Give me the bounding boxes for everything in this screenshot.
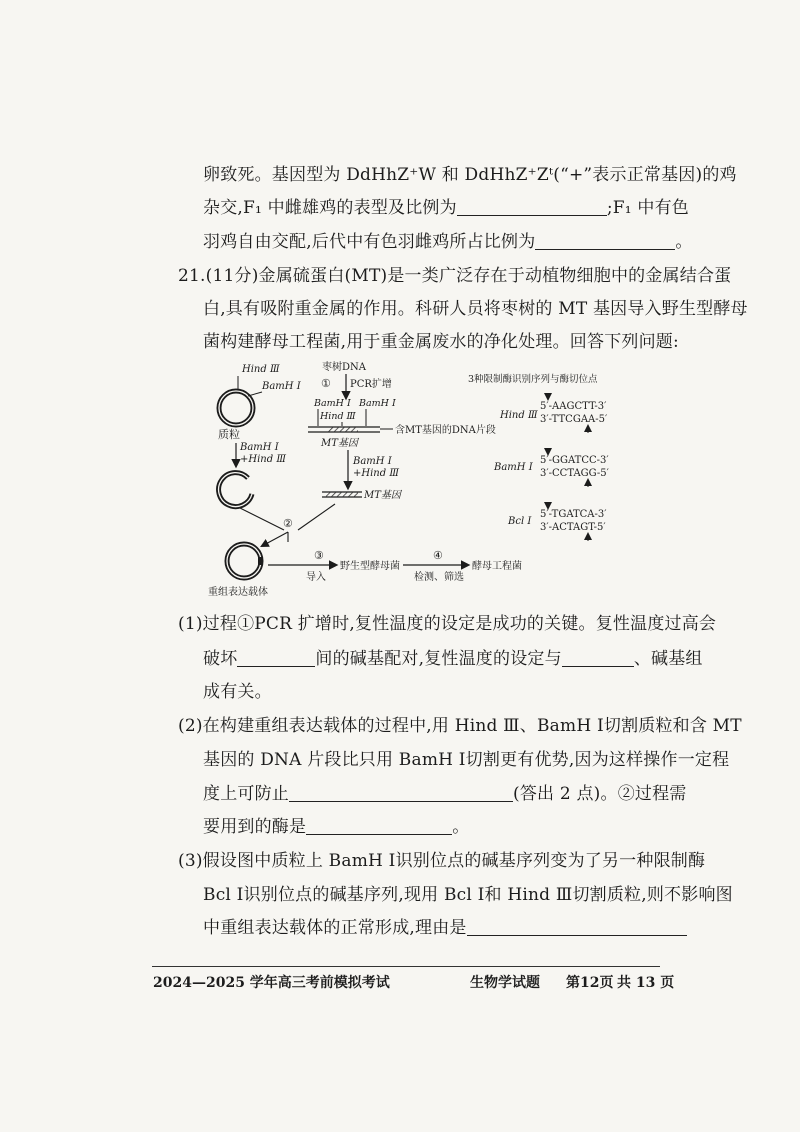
- cloning-diagram: [200, 356, 660, 606]
- answer-blank-f1-ratio[interactable]: [457, 197, 607, 216]
- sub3-line-3-a: 中重组表达载体的正常形成,理由是: [203, 918, 467, 938]
- mt-gene-label-1: MT基因: [321, 438, 358, 449]
- enzyme-bamh1-name: BamH Ⅰ: [494, 462, 533, 473]
- sub1-line-3: 成有关。: [203, 682, 272, 702]
- sub2-line-2: 基因的 DNA 片段比只用 BamH Ⅰ切割更有优势,因为这样操作一定程: [203, 750, 730, 770]
- footer-rule: [152, 966, 660, 967]
- step-2-label: ②: [283, 517, 293, 530]
- enzyme-bcl1-bottom: 3′-ACTAGT-5′: [540, 522, 606, 533]
- sub3-line-1: (3)假设图中质粒上 BamH Ⅰ识别位点的碱基序列变为了另一种限制酶: [178, 851, 706, 871]
- recombinant-label: 重组表达载体: [208, 587, 268, 598]
- fragment-label: 含MT基因的DNA片段: [395, 425, 496, 436]
- import-label: 导入: [306, 572, 326, 583]
- converge-line-right: [298, 504, 335, 530]
- enzyme-bcl1-name: Bcl Ⅰ: [508, 516, 532, 527]
- step-4-label: ④: [433, 549, 443, 562]
- plasmid-diagram: [219, 391, 253, 425]
- sub1-line-2: [203, 647, 703, 671]
- plasmid-cut-label-1: BamH Ⅰ: [240, 442, 279, 453]
- wild-yeast-label: 野生型酵母菌: [340, 561, 400, 572]
- fragment-cut-label-2: +Hind Ⅲ: [353, 468, 399, 479]
- fragment-hind3: Hind Ⅲ: [320, 411, 356, 422]
- enzyme-bamh1-top: 5′-GGATCC-3′: [540, 455, 609, 466]
- prev-question-line-3: [203, 230, 693, 254]
- recombinant-vector: [227, 544, 262, 578]
- prev-question-line-3-text: 羽鸡自由交配,后代中有色羽雌鸡所占比例为: [203, 232, 536, 252]
- plasmid-bamh1-pointer: [248, 392, 262, 396]
- step-1-label: ①: [321, 377, 331, 390]
- q21-line-2: 白,具有吸附重金属的作用。科研人员将枣树的 MT 基因导入野生型酵母: [203, 299, 748, 319]
- prev-question-line-1: 卵致死。基因型为 DdHhZ⁺W 和 DdHhZ⁺Zᵗ(“+”表示正常基因)的鸡: [203, 165, 737, 185]
- pcr-label: PCR扩增: [350, 379, 392, 390]
- sub2-line-4-b: 。: [452, 817, 470, 837]
- sub3-line-3: [203, 916, 687, 940]
- sub2-line-3-a: 度上可防止: [203, 784, 289, 804]
- engineered-yeast-label: 酵母工程菌: [472, 561, 522, 572]
- enzyme-hind3-name: Hind Ⅲ: [500, 410, 538, 421]
- footer-subject: 生物学试题: [470, 975, 540, 991]
- enzyme-bcl1-top: 5′-TGATCA-3′: [540, 509, 607, 520]
- enzyme-hind3: [499, 393, 608, 433]
- plasmid-bamh1-label: BamH Ⅰ: [262, 381, 301, 392]
- prev-question-line-2: [203, 196, 689, 220]
- converge-line-left: [240, 508, 284, 530]
- answer-blank-1b[interactable]: [562, 648, 634, 667]
- fragment-bamh1-left: BamH Ⅰ: [314, 398, 351, 409]
- answer-blank-2a[interactable]: [289, 783, 513, 802]
- fragment-cut-label-1: BamH Ⅰ: [353, 456, 392, 467]
- sub1-line-1: (1)过程①PCR 扩增时,复性温度的设定是成功的关键。复性温度过高会: [178, 614, 717, 634]
- answer-blank-3[interactable]: [467, 917, 687, 936]
- sub2-line-3-b: (答出 2 点)。②过程需: [513, 784, 687, 804]
- mt-gene-label-2: MT基因: [364, 490, 401, 501]
- step-3-label: ③: [314, 549, 324, 562]
- q21-line-1: 21.(11分)金属硫蛋白(MT)是一类广泛存在于动植物细胞中的金属结合蛋: [178, 266, 732, 286]
- mt-gene-fragment: [322, 492, 362, 497]
- sub1-line-2-b: 间的碱基配对,复性温度的设定与: [315, 649, 562, 669]
- fragment-bamh1-right: BamH Ⅰ: [359, 398, 396, 409]
- sub2-line-3: [203, 782, 687, 806]
- answer-blank-1a[interactable]: [237, 648, 315, 667]
- enzyme-hind3-top: 5′-AAGCTT-3′: [540, 401, 607, 412]
- detect-label: 检测、筛选: [414, 572, 464, 583]
- step-2-arrow: [262, 532, 288, 546]
- answer-blank-2b[interactable]: [306, 816, 452, 835]
- plasmid-cut-label-2: +Hind Ⅲ: [240, 454, 286, 465]
- prev-question-line-2-text: 杂交,F₁ 中雌雄鸡的表型及比例为: [203, 198, 457, 218]
- enzyme-hind3-bottom: 3′-TTCGAA-5′: [540, 414, 608, 425]
- sub2-line-4: [203, 815, 469, 839]
- footer-total: 共 13 页: [617, 975, 675, 991]
- sub2-line-4-a: 要用到的酶是: [203, 817, 307, 837]
- prev-question-line-3-tail: 。: [675, 232, 693, 252]
- sub1-line-2-a: 破坏: [203, 649, 238, 669]
- footer-page: 第12页: [566, 975, 614, 991]
- enzyme-bamh1: [493, 448, 610, 487]
- plasmid-hind3-label: Hind Ⅲ: [242, 364, 280, 375]
- enzyme-bcl1: [507, 502, 607, 541]
- sub3-line-2: Bcl Ⅰ识别位点的碱基序列,现用 Bcl Ⅰ和 Hind Ⅲ切割质粒,则不影响图: [203, 885, 733, 905]
- sub1-line-2-c: 、碱基组: [633, 649, 703, 669]
- answer-blank-female-ratio[interactable]: [535, 231, 675, 250]
- cut-plasmid: [219, 473, 252, 507]
- footer-exam: 2024—2025 学年高三考前模拟考试: [153, 975, 390, 991]
- prev-question-line-2-tail: ;F₁ 中有色: [606, 198, 689, 218]
- enzyme-bamh1-bottom: 3′-CCTAGG-5′: [540, 468, 609, 479]
- mt-dna-fragment: [308, 427, 380, 432]
- sub2-line-1: (2)在构建重组表达载体的过程中,用 Hind Ⅲ、BamH Ⅰ切割质粒和含 MT: [178, 716, 742, 736]
- enzyme-table-title: 3种限制酶识别序列与酶切位点: [468, 374, 598, 385]
- plasmid-label: 质粒: [218, 428, 240, 441]
- q21-line-3: 菌构建酵母工程菌,用于重金属废水的净化处理。回答下列问题:: [203, 332, 679, 352]
- jujube-dna-label: 枣树DNA: [322, 362, 366, 373]
